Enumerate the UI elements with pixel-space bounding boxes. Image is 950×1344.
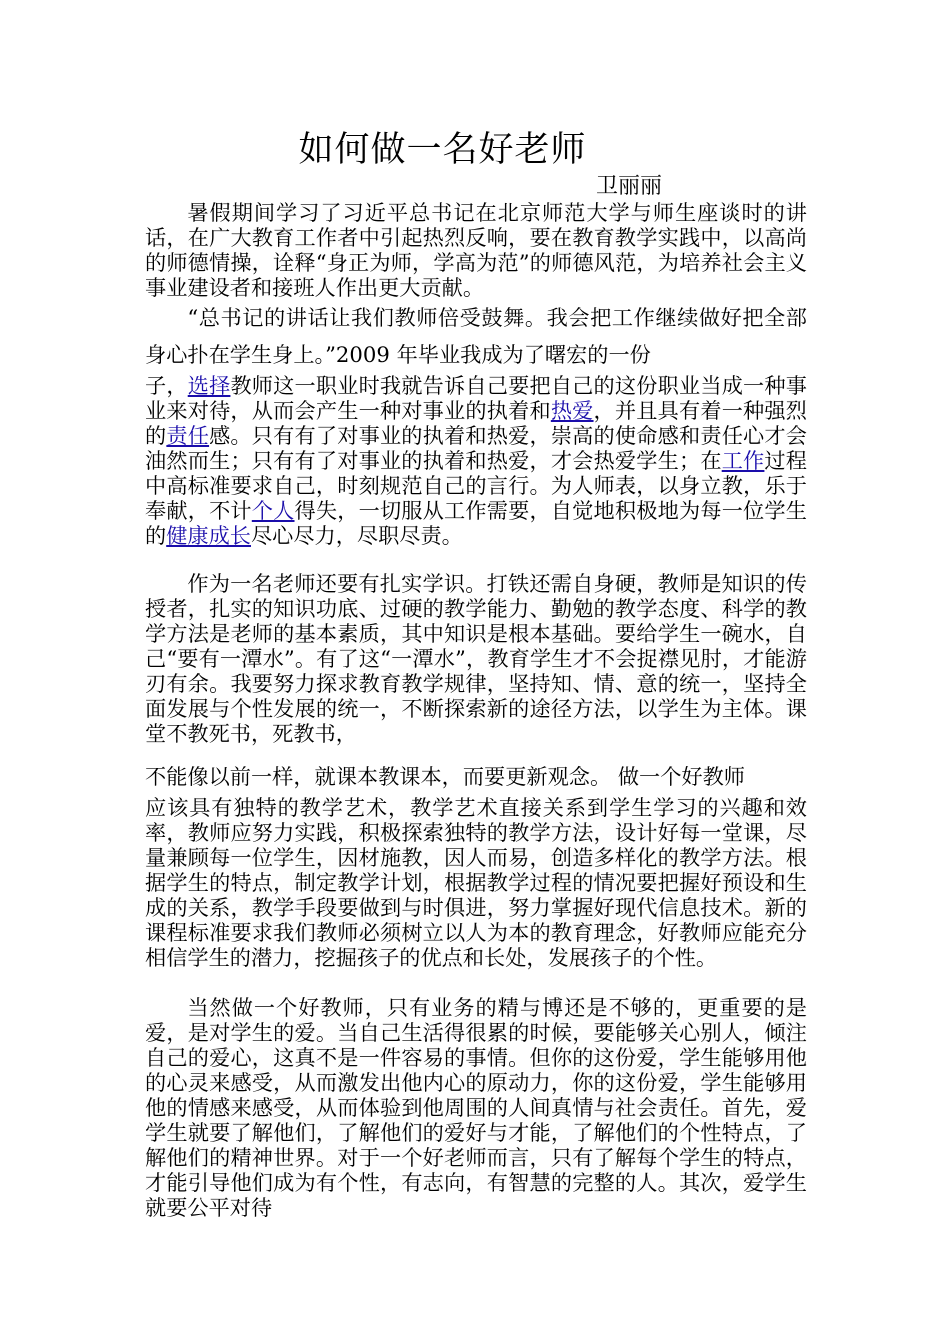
document-author: 卫丽丽 bbox=[596, 174, 663, 199]
text-segment: 得失，一切服从工作需要，自觉地积极地为每一位学生的 bbox=[145, 498, 807, 548]
paragraph-4-text: 作为一名老师还要有扎实学识。打铁还需自身硬，教师是知识的传授者，扎实的知识功底、过硬的教学能力、勤勉的教学态度、科学的教学方法是老师的基本素质，其中知识是根本基础。要给学生一碗水，自己“要有一潭水”。有了这“一潭水”，教育学生才不会捉襟见肘，才能游刃有余。我要努力探求教育教学规律，坚持知、情、意的统一，坚持全面发展与个性发展的统一，不断探索新的途径方法，以学生为主体。课堂不教死书，死教书， bbox=[145, 571, 807, 746]
link-jiankangchengzhang[interactable]: 健康成长 bbox=[166, 523, 251, 548]
paragraph-5-text: 不能像以前一样，就课本教课本，而要更新观念。 做一个好教师 bbox=[145, 764, 745, 789]
link-gongzuo[interactable]: 工作 bbox=[721, 448, 765, 473]
paragraph-1 bbox=[145, 200, 807, 300]
paragraph-4 bbox=[145, 571, 807, 746]
paragraph-3 bbox=[145, 373, 807, 548]
document-title: 如何做一名好老师 bbox=[298, 130, 587, 170]
link-xuanze[interactable]: 选择 bbox=[187, 373, 231, 398]
paragraph-6-text: 应该具有独特的教学艺术，教学艺术直接关系到学生学习的兴趣和效率，教师应努力实践，积极探索独特的教学方法，设计好每一堂课，尽量兼顾每一位学生，因材施教，因人而易，创造多样化的教学方法。根据学生的特点，制定教学计划，根据教学过程的情况要把握好预设和生成的关系，教学手段要做到与时俱进，努力掌握好现代信息技术。新的课程标准要求我们教师必须树立以人为本的教育理念，好教师应能充分相信学生的潜力，挖掘孩子的优点和长处，发展孩子的个性。 bbox=[145, 795, 807, 970]
paragraph-7-text: 当然做一个好教师，只有业务的精与博还是不够的，更重要的是爱，是对学生的爱。当自己生活得很累的时候，要能够关心别人，倾注自己的爱心，这真不是一件容易的事情。但你的这份爱，学生能够用他的心灵来感受，从而激发出他内心的原动力，你的这份爱，学生能够用他的情感来感受，从而体验到他周围的人间真情与社会责任。首先，爱学生就要了解他们，了解他们的爱好与才能，了解他们的个性特点，了解他们的精神世界。对于一个好老师而言，只有了解每个学生的特点，才能引导他们成为有个性，有志向，有智慧的完整的人。其次，爱学生就要公平对待 bbox=[145, 995, 807, 1220]
text-segment: 教师这一职业时我就告诉自己要把自己的这份职业当成一种事业来对待，从而会产生一种对事业的执着和 bbox=[145, 373, 807, 423]
link-zeren[interactable]: 责任 bbox=[166, 423, 210, 448]
paragraph-2-text: “总书记的讲话让我们教师倍受鼓舞。我会把工作继续做好把全部身心扑在学生身上。”2009 年毕业我成为了曙宏的一份 bbox=[145, 305, 807, 367]
paragraph-1-text: 暑假期间学习了习近平总书记在北京师范大学与师生座谈时的讲话，在广大教育工作者中引起热烈反响，要在教育教学实践中，以高尚的师德情操，诠释“身正为师，学高为范”的师德风范，为培养社会主义事业建设者和接班人作出更大贡献。 bbox=[145, 200, 807, 300]
text-segment: 尽心尽力，尽职尽责。 bbox=[250, 523, 463, 548]
text-segment: 感。只有有了对事业的执着和热爱，崇高的使命感和责任心才会油然而生；只有有了对事业的执着和热爱，才会热爱学生；在 bbox=[145, 423, 807, 473]
link-reai[interactable]: 热爱 bbox=[550, 398, 594, 423]
text-segment: ，并且具有着一种强烈的 bbox=[145, 398, 807, 448]
paragraph-7 bbox=[145, 995, 807, 1220]
paragraph-6 bbox=[145, 795, 807, 970]
link-geren[interactable]: 个人 bbox=[251, 498, 295, 523]
text-segment: 子， bbox=[145, 373, 188, 398]
paragraph-3-text bbox=[145, 373, 807, 548]
text-segment: 过程中高标准要求自己，时刻规范自己的言行。为人师表，以身立教，乐于奉献，不计 bbox=[145, 448, 807, 523]
paragraph-2 bbox=[145, 299, 807, 373]
paragraph-5 bbox=[145, 758, 807, 795]
